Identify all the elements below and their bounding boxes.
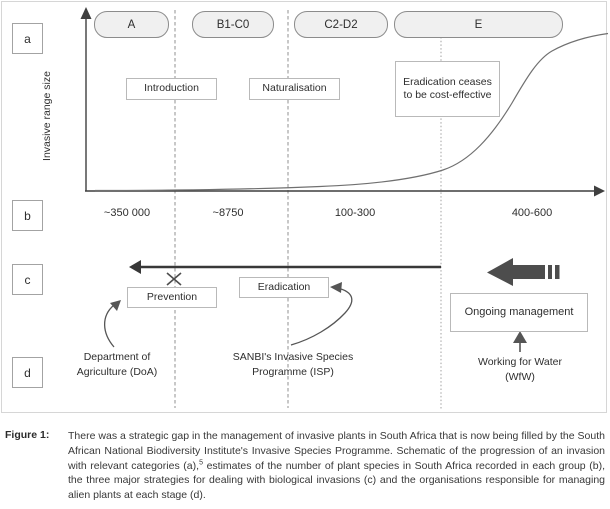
row-label-c: c <box>12 264 43 295</box>
stage-pill-c2d2: C2-D2 <box>294 11 388 38</box>
y-axis-arrow-icon <box>81 7 92 19</box>
caption-segment-1: There was a strategic gap in the management of invasive plants in South Africa that is now being filled by the South African National Biodiversity Institute's Invasive Species Programme. Schematic of the progression of an invasion with relevant categories (a), <box>68 430 605 472</box>
stage-pill-a: A <box>94 11 169 38</box>
invasion-curve <box>95 34 608 191</box>
row-label-a: a <box>12 23 43 54</box>
eradication-box: Eradication <box>239 277 329 298</box>
strategy-span-arrow <box>129 260 441 274</box>
naturalisation-box: Naturalisation <box>249 78 340 100</box>
eradication-ceases-box: Eradication ceases to be cost-effective <box>395 61 500 117</box>
introduction-box: Introduction <box>126 78 217 100</box>
count-stage-b1c0: ~8750 <box>212 207 244 219</box>
wfw-to-ongoing-arrow <box>513 331 527 352</box>
count-stage-c2d2: 100-300 <box>334 207 376 219</box>
caption-reference-superscript: 5 <box>199 459 203 467</box>
x-axis-arrow-icon <box>594 186 605 197</box>
ongoing-management-box: Ongoing management <box>450 293 588 332</box>
thick-left-arrow-icon <box>487 258 560 286</box>
y-axis-label: Invasive range size <box>41 71 53 161</box>
figure-caption-text <box>68 429 605 503</box>
org-wfw: Working for Water (WfW) <box>477 356 563 383</box>
prevention-box: Prevention <box>127 287 217 308</box>
caption-segment-2: estimates of the number of plant species in South Africa recorded in each group (b), the three major strategies for dealing with biological invasions (c) and the organisations responsible for managing alien plants at each stage (d). <box>68 459 605 502</box>
doa-to-prevention-arrow <box>105 300 121 347</box>
stage-pill-e: E <box>394 11 563 38</box>
stage-pill-b1c0: B1-C0 <box>192 11 274 38</box>
left-arrowhead-icon <box>129 260 141 274</box>
count-stage-e: 400-600 <box>511 207 553 219</box>
org-sanbi: SANBI's Invasive Species Programme (ISP) <box>232 351 354 378</box>
row-label-d: d <box>12 357 43 388</box>
count-stage-a: ~350 000 <box>103 207 151 219</box>
row-label-b: b <box>12 200 43 231</box>
org-doa: Department of Agriculture (DoA) <box>76 351 158 378</box>
x-mark-icon <box>167 273 181 285</box>
figure-caption-label: Figure 1: <box>5 429 50 441</box>
